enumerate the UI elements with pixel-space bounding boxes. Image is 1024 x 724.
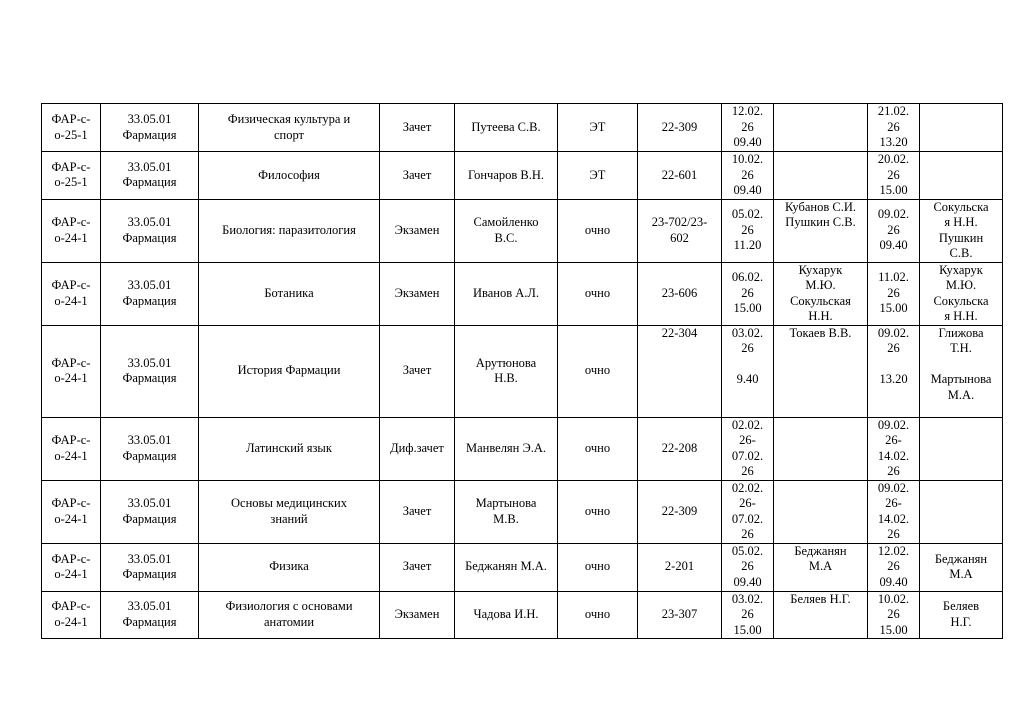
specialty-cell: 33.05.01 Фармация: [101, 262, 199, 325]
second-commission-cell: [920, 152, 1003, 200]
discipline-cell: Физика: [199, 543, 380, 591]
assessment-type-cell: Зачет: [380, 325, 455, 417]
group-cell: ФАР-с- о-24-1: [42, 480, 101, 543]
first-date-cell: 05.02. 26 11.20: [722, 199, 774, 262]
first-date-cell: 10.02. 26 09.40: [722, 152, 774, 200]
first-commission-cell: Беляев Н.Г.: [774, 591, 868, 639]
teacher-cell: Самойленко В.С.: [455, 199, 558, 262]
teacher-cell: Иванов А.Л.: [455, 262, 558, 325]
assessment-type-cell: Диф.зачет: [380, 417, 455, 480]
room-cell: 22-208: [638, 417, 722, 480]
group-cell: ФАР-с- о-24-1: [42, 417, 101, 480]
form-cell: очно: [558, 325, 638, 417]
table-row: [42, 152, 1003, 200]
room-cell: 2-201: [638, 543, 722, 591]
table-row: [42, 417, 1003, 480]
first-commission-cell: Беджанян М.А: [774, 543, 868, 591]
table-body: [42, 104, 1003, 639]
first-commission-cell: [774, 417, 868, 480]
discipline-cell: Физиология с основами анатомии: [199, 591, 380, 639]
discipline-cell: Ботаника: [199, 262, 380, 325]
teacher-cell: Манвелян Э.А.: [455, 417, 558, 480]
room-cell: 22-601: [638, 152, 722, 200]
table-row: [42, 543, 1003, 591]
specialty-cell: 33.05.01 Фармация: [101, 417, 199, 480]
group-cell: ФАР-с- о-24-1: [42, 199, 101, 262]
specialty-cell: 33.05.01 Фармация: [101, 152, 199, 200]
room-cell: 22-304: [638, 325, 722, 417]
form-cell: очно: [558, 591, 638, 639]
second-date-cell: 12.02. 26 09.40: [868, 543, 920, 591]
specialty-cell: 33.05.01 Фармация: [101, 543, 199, 591]
group-cell: ФАР-с- о-24-1: [42, 325, 101, 417]
first-commission-cell: [774, 152, 868, 200]
assessment-type-cell: Экзамен: [380, 199, 455, 262]
first-date-cell: 12.02. 26 09.40: [722, 104, 774, 152]
specialty-cell: 33.05.01 Фармация: [101, 104, 199, 152]
specialty-cell: 33.05.01 Фармация: [101, 325, 199, 417]
room-cell: 23-702/23- 602: [638, 199, 722, 262]
form-cell: очно: [558, 199, 638, 262]
second-date-cell: 09.02. 26- 14.02. 26: [868, 417, 920, 480]
second-date-cell: 09.02. 26 13.20: [868, 325, 920, 417]
second-date-cell: 21.02. 26 13.20: [868, 104, 920, 152]
assessment-type-cell: Экзамен: [380, 591, 455, 639]
table-row: [42, 325, 1003, 417]
form-cell: очно: [558, 543, 638, 591]
discipline-cell: Основы медицинских знаний: [199, 480, 380, 543]
group-cell: ФАР-с- о-24-1: [42, 591, 101, 639]
second-commission-cell: [920, 417, 1003, 480]
teacher-cell: Путеева С.В.: [455, 104, 558, 152]
discipline-cell: Биология: паразитология: [199, 199, 380, 262]
teacher-cell: Чадова И.Н.: [455, 591, 558, 639]
second-commission-cell: [920, 480, 1003, 543]
second-commission-cell: [920, 104, 1003, 152]
specialty-cell: 33.05.01 Фармация: [101, 199, 199, 262]
second-commission-cell: Беджанян М.А: [920, 543, 1003, 591]
group-cell: ФАР-с- о-24-1: [42, 262, 101, 325]
discipline-cell: Философия: [199, 152, 380, 200]
first-commission-cell: Токаев В.В.: [774, 325, 868, 417]
assessment-type-cell: Зачет: [380, 104, 455, 152]
room-cell: 22-309: [638, 104, 722, 152]
first-date-cell: 05.02. 26 09.40: [722, 543, 774, 591]
first-date-cell: 03.02. 26 15.00: [722, 591, 774, 639]
room-cell: 23-606: [638, 262, 722, 325]
first-commission-cell: [774, 104, 868, 152]
form-cell: очно: [558, 417, 638, 480]
specialty-cell: 33.05.01 Фармация: [101, 480, 199, 543]
form-cell: очно: [558, 262, 638, 325]
table-row: [42, 199, 1003, 262]
discipline-cell: История Фармации: [199, 325, 380, 417]
form-cell: очно: [558, 480, 638, 543]
teacher-cell: Беджанян М.А.: [455, 543, 558, 591]
table-row: [42, 591, 1003, 639]
second-date-cell: 09.02. 26 09.40: [868, 199, 920, 262]
form-cell: ЭТ: [558, 152, 638, 200]
second-date-cell: 20.02. 26 15.00: [868, 152, 920, 200]
first-commission-cell: [774, 480, 868, 543]
group-cell: ФАР-с- о-24-1: [42, 543, 101, 591]
table-row: [42, 262, 1003, 325]
assessment-type-cell: Зачет: [380, 152, 455, 200]
discipline-cell: Латинский язык: [199, 417, 380, 480]
second-date-cell: 09.02. 26- 14.02. 26: [868, 480, 920, 543]
second-commission-cell: Глижова Т.Н. Мартынова М.А.: [920, 325, 1003, 417]
discipline-cell: Физическая культура и спорт: [199, 104, 380, 152]
first-commission-cell: Кубанов С.И. Пушкин С.В.: [774, 199, 868, 262]
second-commission-cell: Кухарук М.Ю. Сокульска я Н.Н.: [920, 262, 1003, 325]
table-row: [42, 104, 1003, 152]
first-date-cell: 02.02. 26- 07.02. 26: [722, 417, 774, 480]
assessment-type-cell: Экзамен: [380, 262, 455, 325]
first-date-cell: 02.02. 26- 07.02. 26: [722, 480, 774, 543]
teacher-cell: Арутюнова Н.В.: [455, 325, 558, 417]
second-commission-cell: Сокульска я Н.Н. Пушкин С.В.: [920, 199, 1003, 262]
second-date-cell: 11.02. 26 15.00: [868, 262, 920, 325]
specialty-cell: 33.05.01 Фармация: [101, 591, 199, 639]
first-date-cell: 06.02. 26 15.00: [722, 262, 774, 325]
table-row: [42, 480, 1003, 543]
group-cell: ФАР-с- о-25-1: [42, 104, 101, 152]
room-cell: 23-307: [638, 591, 722, 639]
exam-schedule-table: [41, 103, 1003, 639]
second-commission-cell: Беляев Н.Г.: [920, 591, 1003, 639]
room-cell: 22-309: [638, 480, 722, 543]
first-commission-cell: Кухарук М.Ю. Сокульская Н.Н.: [774, 262, 868, 325]
assessment-type-cell: Зачет: [380, 543, 455, 591]
teacher-cell: Мартынова М.В.: [455, 480, 558, 543]
teacher-cell: Гончаров В.Н.: [455, 152, 558, 200]
group-cell: ФАР-с- о-25-1: [42, 152, 101, 200]
first-date-cell: 03.02. 26 9.40: [722, 325, 774, 417]
second-date-cell: 10.02. 26 15.00: [868, 591, 920, 639]
assessment-type-cell: Зачет: [380, 480, 455, 543]
form-cell: ЭТ: [558, 104, 638, 152]
